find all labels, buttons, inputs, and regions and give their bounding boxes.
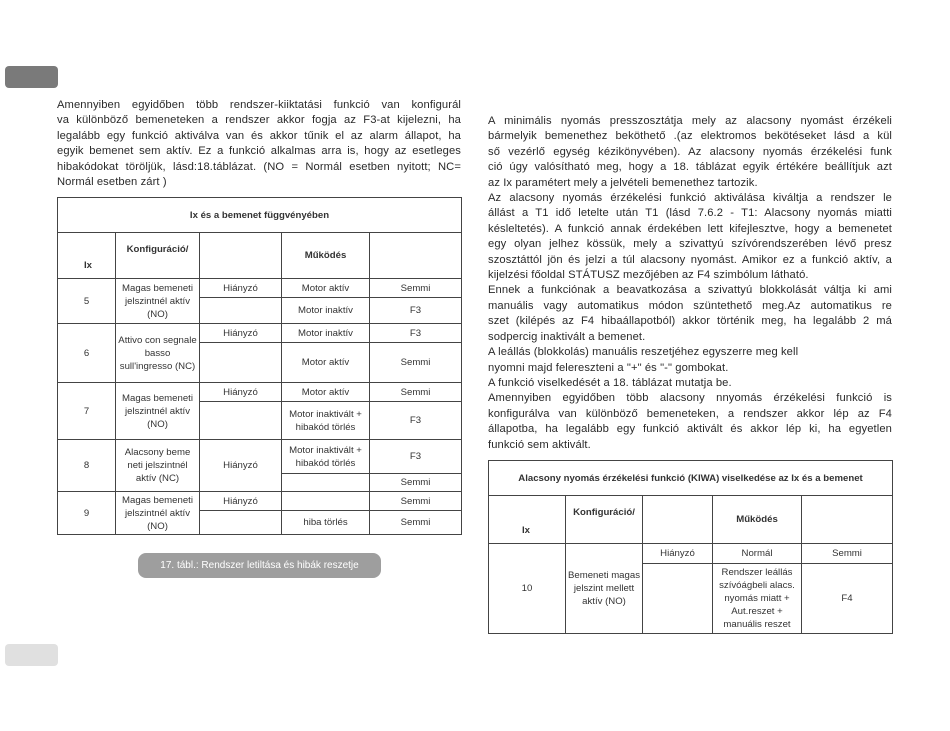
text-line: bármelyik bemenethez beköthető .(az elektromos bekötéseket lásd a kül (488, 130, 892, 143)
table-cell: Motor aktív (282, 383, 370, 402)
table-cell: Motor inaktív (282, 298, 370, 324)
table-cell: Semmi (370, 492, 462, 511)
table-cell: Hiányzó (200, 440, 282, 492)
column-header-config: Konfiguráció/ (566, 496, 643, 544)
table-cell: Semmi (370, 279, 462, 298)
empty-header-cell (802, 496, 893, 544)
table-cell: F3 (370, 440, 462, 474)
table-cell: Semmi (370, 383, 462, 402)
table-cell: F3 (370, 402, 462, 440)
table-cell (200, 343, 282, 383)
column-header-config: Konfiguráció/ (116, 233, 200, 279)
table-cell: Hiányzó (200, 324, 282, 343)
text-line: va különböző bemeneteken a rendszer akkor fogja az F3-at kijelezni, ha (57, 114, 461, 127)
table-cell: Semmi (370, 511, 462, 535)
left-paragraph (57, 98, 461, 190)
text-line: sodpercig inaktivált a bemenet. (488, 330, 646, 343)
table-cell: Hiányzó (200, 383, 282, 402)
text-line: ció úgy valósítható meg, hogy a 18. táblázat egyik értékére beállítjuk azt (488, 161, 892, 174)
text-line: A minimális nyomás presszosztátja mely az alacsony nyomást érzékeli (488, 115, 892, 127)
table-cell: Rendszer leállás szívóágbeli alacs. nyomás miatt + Aut.reszet + manuális reszet (713, 564, 802, 634)
table-cell-config: Magas bemeneti jelszintnél aktív (NO) (116, 383, 200, 440)
table-cell (643, 564, 713, 634)
table-cell: Motor inaktivált + hibakód törlés (282, 402, 370, 440)
text-line: nyomni majd felereszteni a "+" és "-" gombokat. (488, 361, 729, 374)
table-cell: F4 (802, 564, 893, 634)
text-line: funkció sem aktivált. (488, 438, 591, 451)
text-line: szosztáttól jön és jelzi a túl alacsony nyomást. Amikor ez a funkció aktív, a (488, 253, 892, 266)
page-tab-bottom (5, 644, 58, 666)
table-cell-ix: 9 (58, 492, 116, 535)
table-cell (282, 492, 370, 511)
text-line: egy olyan jelhez kössük, mely a szivattyú szívórendszerében lévő presz (488, 238, 892, 251)
table-title: Ix és a bemenet függvényében (58, 198, 462, 233)
table-cell: Semmi (370, 343, 462, 383)
text-line: manuális vagy automatikus módon szüntethető meg.Az automatikus re (488, 299, 892, 312)
text-line: A funkció viselkedését a 18. táblázat mutatja be. (488, 376, 732, 389)
text-line: szet (kilépés az F4 hibaállapotból) akkor történik meg, ha legalább 2 má (488, 315, 892, 328)
table-cell-config: Attivo con segnale basso sull'ingresso (NC) (116, 324, 200, 383)
table-cell: Hiányzó (200, 279, 282, 298)
text-line: az Ix paramétert mely a jelvételi bemenethez tartozik. (488, 176, 758, 189)
text-line: kijelzési főoldal STÁTUSZ mezőjében az F4 szimbólum látható. (488, 269, 809, 282)
column-header-mukodes: Működés (713, 496, 802, 544)
text-line: Normál esetben zárt ) (57, 176, 167, 189)
table-cell: Motor aktív (282, 343, 370, 383)
text-line: A leállás (blokkolás) manuális reszetjéhez egyszerre meg kell (488, 346, 799, 359)
table-cell-config: Alacsony beme neti jelszintnél aktív (NC) (116, 440, 200, 492)
page-tab-top (5, 66, 58, 88)
text-line: Ennek a funkciónak a beavatkozása a szivattyú blokkolását váltja ki ami (488, 284, 892, 297)
table-cell: hiba törlés (282, 511, 370, 535)
text-line: állapotba, ha legalább egy funkció aktivált és akkor lép ki, ha egyetlen (488, 423, 892, 436)
table-cell (200, 511, 282, 535)
text-line: késleltetés). A funkció annak érdekében lett kifejlesztve, hogy a bemenetet (488, 222, 892, 235)
text-line: konfigurálva van különböző bemeneteken, a rendszer akkor lép az F4 (488, 407, 892, 420)
table-cell: Hiányzó (643, 544, 713, 564)
column-header-ix: Ix (489, 496, 566, 544)
table-cell: F3 (370, 324, 462, 343)
empty-header-cell (643, 496, 713, 544)
table-cell-config: Magas bemeneti jelszintnél aktív (NO) (116, 279, 200, 324)
table-cell-ix: 6 (58, 324, 116, 383)
table-17-caption: 17. tábl.: Rendszer letiltása és hibák reszetje (138, 553, 381, 578)
right-paragraph (488, 114, 892, 453)
empty-header-cell (370, 233, 462, 279)
table-cell: Semmi (370, 474, 462, 492)
table-cell: Motor aktív (282, 279, 370, 298)
column-header-mukodes: Működés (282, 233, 370, 279)
table-cell-config: Bemeneti magas jelszint mellett aktív (NO) (566, 544, 643, 634)
table-cell-ix: 10 (489, 544, 566, 634)
table-cell: Motor inaktivált + hibakód törlés (282, 440, 370, 474)
table-title: Alacsony nyomás érzékelési funkció (KIWA) viselkedése az Ix és a bemenet (489, 461, 893, 496)
text-line: Az alacsony nyomás érzékelési funkció aktiválása kiváltja a rendszer le (488, 192, 892, 205)
table-cell: Motor inaktív (282, 324, 370, 343)
text-line: Amennyiben egyidőben több alacsony nnyomás érzékelési funkció is (488, 392, 892, 405)
text-line: hibakódokat töröljük, lásd:18.táblázat. (NO = Normál esetben nyitott; NC= (57, 160, 461, 173)
table-cell-ix: 5 (58, 279, 116, 324)
table-cell-ix: 7 (58, 383, 116, 440)
table-cell: Semmi (802, 544, 893, 564)
table-cell (282, 474, 370, 492)
text-line: állást a T1 idő letelte után T1 (lásd 7.6.2 - T1: Alacsony nyomás miatti (488, 207, 892, 220)
table-cell (200, 402, 282, 440)
table-cell (200, 298, 282, 324)
table-cell: Hiányzó (200, 492, 282, 511)
text-line: egyik bemenet sem aktív. Ez a funkció alkalmas arra is, hogy az esetleges (57, 145, 461, 158)
column-header-ix: Ix (58, 233, 116, 279)
table-cell: Normál (713, 544, 802, 564)
text-line: ső vezérlő egység kézikönyvében). Az alacsony nyomás érzékelési funk (488, 145, 892, 158)
text-line: legalább egy funkció aktiválva van és akkor tűnik el az alarm állapot, ha (57, 129, 461, 142)
table-cell: F3 (370, 298, 462, 324)
table-18 (488, 460, 893, 634)
text-line: Amennyiben egyidőben több rendszer-kiiktatási funkció van konfigurál (57, 99, 461, 111)
table-cell-config: Magas bemeneti jelszintnél aktív (NO) (116, 492, 200, 535)
empty-header-cell (200, 233, 282, 279)
table-cell-ix: 8 (58, 440, 116, 492)
table-17 (57, 197, 462, 535)
